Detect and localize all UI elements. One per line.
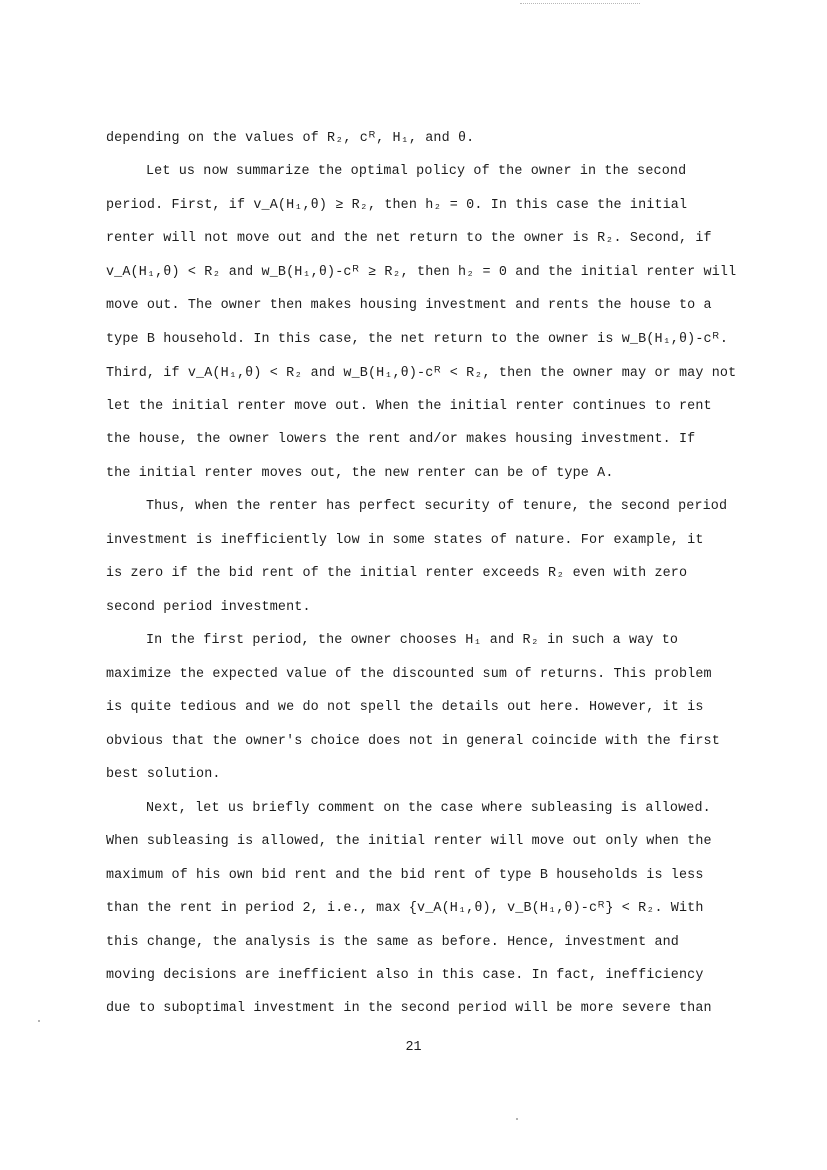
text-line: investment is inefficiently low in some states of nature. For example, it [106,533,704,548]
text-line: Thus, when the renter has perfect security of tenure, the second period [146,499,728,514]
scan-artifact [520,3,640,5]
text-line: v_A(H₁,θ) < R₂ and w_B(H₁,θ)-cᴿ ≥ R₂, then h₂ = 0 and the initial renter will [106,265,737,280]
text-line: let the initial renter move out. When the initial renter continues to rent [106,399,712,414]
text-line: the initial renter moves out, the new renter can be of type A. [106,466,614,481]
text-line: depending on the values of R₂, cᴿ, H₁, and θ. [106,131,475,146]
scan-speck [516,1118,518,1120]
text-line: When subleasing is allowed, the initial renter will move out only when the [106,834,712,849]
text-line: this change, the analysis is the same as before. Hence, investment and [106,935,679,950]
text-line: Next, let us briefly comment on the case where subleasing is allowed. [146,801,711,816]
text-line: is zero if the bid rent of the initial renter exceeds R₂ even with zero [106,566,688,581]
text-line: maximize the expected value of the discounted sum of returns. This problem [106,667,712,682]
text-line: best solution. [106,767,221,782]
text-line: In the first period, the owner chooses H₁ and R₂ in such a way to [146,633,679,648]
text-line: maximum of his own bid rent and the bid rent of type B households is less [106,868,704,883]
text-line: renter will not move out and the net return to the owner is R₂. Second, if [106,231,712,246]
scan-speck [38,1020,40,1022]
text-line: Third, if v_A(H₁,θ) < R₂ and w_B(H₁,θ)-cᴿ < R₂, then the owner may or may not [106,366,737,381]
text-line: obvious that the owner's choice does not in general coincide with the first [106,734,720,749]
text-line: due to suboptimal investment in the second period will be more severe than [106,1001,712,1016]
text-line: period. First, if v_A(H₁,θ) ≥ R₂, then h₂ = 0. In this case the initial [106,198,688,213]
text-line: than the rent in period 2, i.e., max {v_A(H₁,θ), v_B(H₁,θ)-cᴿ} < R₂. With [106,901,704,916]
text-line: second period investment. [106,600,311,615]
text-line: Let us now summarize the optimal policy of the owner in the second [146,164,687,179]
text-line: move out. The owner then makes housing investment and rents the house to a [106,298,712,313]
text-line: the house, the owner lowers the rent and/or makes housing investment. If [106,432,696,447]
page-number: 21 [405,1040,422,1055]
text-line: is quite tedious and we do not spell the details out here. However, it is [106,700,704,715]
text-line: moving decisions are inefficient also in this case. In fact, inefficiency [106,968,704,983]
text-line: type B household. In this case, the net return to the owner is w_B(H₁,θ)-cᴿ. [106,332,729,347]
